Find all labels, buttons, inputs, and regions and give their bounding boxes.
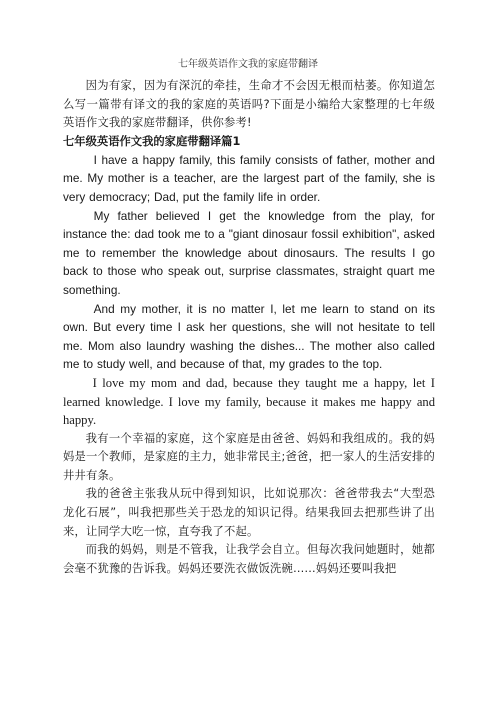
- english-paragraph-4: I love my mom and dad, because they taught me a happy, let I learned knowledge. I love my family, because it makes me happy and happy.: [63, 375, 435, 428]
- page-header: 七年级英语作文我的家庭带翻译: [178, 59, 318, 70]
- english-paragraph-2: My father believed I get the knowledge from the play, for instance the: dad took me to a "giant dinosaur fossil exhibition", asked me to remember the knowledge about dinosaurs. The results I go back to those who speak out, surprise classmates, straight quart me something.: [63, 208, 435, 297]
- english-paragraph-1: I have a happy family, this family consists of father, mother and me. My mother is a teacher, are the largest part of the family, she is very democracy; Dad, put the family life in order.: [63, 152, 435, 204]
- intro-paragraph: 因为有家，因为有深沉的牵挂，生命才不会因无根而枯萎。你知道怎么写一篇带有译文的我的家庭的英语吗?下面是小编给大家整理的七年级英语作文我的家庭带翻译，供你参考!: [63, 79, 435, 130]
- chinese-paragraph-1: 我有一个幸福的家庭，这个家庭是由爸爸、妈妈和我组成的。我的妈妈是一个教师，是家庭的主力，她非常民主;爸爸，把一家人的生活安排的井井有条。: [63, 431, 435, 482]
- chinese-paragraph-3: 而我的妈妈，则是不管我，让我学会自立。但每次我问她题时，她都会毫不犹豫的告诉我。妈妈还要洗衣做饭洗碗……妈妈还要叫我把: [63, 543, 435, 575]
- english-paragraph-3: And my mother, it is no matter I, let me learn to stand on its own. But every time I ask her questions, she will not hesitate to tell me. Mom also laundry washing the dishes... The mother also called me to study well, and because of that, my grades to the top.: [63, 301, 435, 372]
- document-body: [63, 76, 435, 578]
- section-title: 七年级英语作文我的家庭带翻译篇1: [63, 134, 241, 148]
- chinese-paragraph-2: 我的爸爸主张我从玩中得到知识，比如说那次：爸爸带我去“大型恐龙化石展”，叫我把那些关于恐龙的知识记得。结果我回去把那些讲了出来，让同学大吃一惊，直夸我了不起。: [63, 487, 435, 538]
